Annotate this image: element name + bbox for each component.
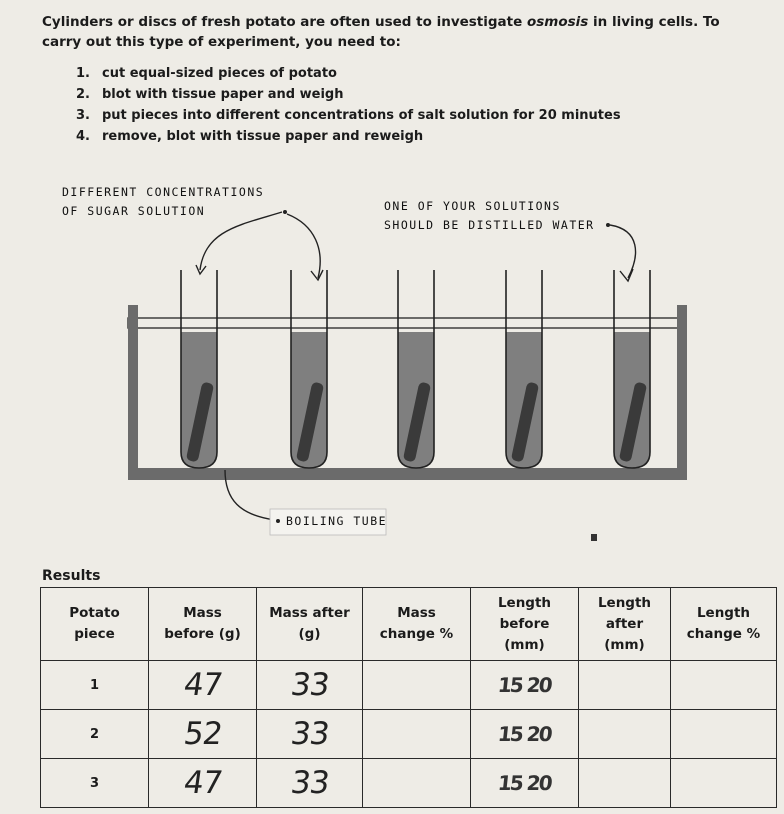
results-table <box>40 587 777 808</box>
tray-base <box>128 468 687 480</box>
boiling-tube-2 <box>291 270 327 468</box>
cell-mass-before[interactable] <box>149 710 257 759</box>
handwritten-value: 47 <box>181 765 224 801</box>
boiling-tube-1 <box>181 270 217 468</box>
method-steps <box>76 63 621 147</box>
cell-mass-before[interactable] <box>149 661 257 710</box>
cell-length-after[interactable] <box>579 759 671 808</box>
header-length-after: Length after (mm) <box>579 588 671 661</box>
step-item <box>76 126 621 147</box>
label-concentrations-line2: OF SUGAR SOLUTION <box>62 204 206 218</box>
step-number: 4. <box>76 129 90 144</box>
cell-mass-after[interactable] <box>257 710 363 759</box>
arrow-dot <box>283 210 287 214</box>
tray-water-line <box>128 318 686 328</box>
boiling-tube-dot <box>276 519 280 523</box>
cell-mass-change[interactable] <box>363 710 471 759</box>
header-mass-change: Mass change % <box>363 588 471 661</box>
boiling-tube-4 <box>506 270 542 468</box>
intro-paragraph <box>42 12 732 52</box>
handwritten-value: 52 <box>181 716 224 752</box>
step-item <box>76 63 621 84</box>
step-number: 1. <box>76 66 90 81</box>
cell-mass-change[interactable] <box>363 661 471 710</box>
cell-mass-change[interactable] <box>363 759 471 808</box>
header-potato-piece: Potato piece <box>41 588 149 661</box>
header-length-change: Length change % <box>671 588 777 661</box>
boiling-tube-5 <box>614 270 650 468</box>
arrow-to-tube-1 <box>200 212 282 270</box>
label-distilled-line1: ONE OF YOUR SOLUTIONS <box>384 199 561 213</box>
cell-length-after[interactable] <box>579 661 671 710</box>
cell-length-after[interactable] <box>579 710 671 759</box>
cell-length-change[interactable] <box>671 661 777 710</box>
table-row <box>41 710 777 759</box>
intro-text-end: in living cells. To carry out this type of experiment, you need to: <box>42 14 720 50</box>
handwritten-value: 33 <box>288 765 331 801</box>
intro-text-start: Cylinders or discs of fresh potato are often used to investigate <box>42 14 527 30</box>
handwritten-value: 15 20 <box>496 673 553 697</box>
step-text: cut equal-sized pieces of potato <box>102 66 337 81</box>
table-row <box>41 759 777 808</box>
cell-length-before[interactable] <box>471 759 579 808</box>
boiling-tube-3 <box>398 270 434 468</box>
arrow-dot <box>606 223 610 227</box>
cell-mass-after[interactable] <box>257 759 363 808</box>
cell-length-change[interactable] <box>671 759 777 808</box>
intro-term-osmosis: osmosis <box>526 14 589 30</box>
results-title: Results <box>42 568 101 584</box>
step-number: 3. <box>76 108 90 123</box>
handwritten-value: 15 20 <box>496 771 553 795</box>
step-item <box>76 84 621 105</box>
label-distilled-line2: SHOULD BE DISTILLED WATER <box>384 218 595 232</box>
cell-length-change[interactable] <box>671 710 777 759</box>
arrow-head-2 <box>311 270 323 280</box>
step-number: 2. <box>76 87 90 102</box>
table-header-row <box>41 588 777 661</box>
handwritten-value: 33 <box>288 716 331 752</box>
cell-length-before[interactable] <box>471 710 579 759</box>
cell-mass-after[interactable] <box>257 661 363 710</box>
header-mass-before: Mass before (g) <box>149 588 257 661</box>
cell-piece: 3 <box>41 759 149 808</box>
tray-left-wall <box>128 305 138 477</box>
header-mass-after: Mass after (g) <box>257 588 363 661</box>
handwritten-value: 47 <box>181 667 224 703</box>
header-length-before: Length before (mm) <box>471 588 579 661</box>
label-boiling-tube: BOILING TUBE <box>286 514 388 528</box>
step-item <box>76 105 621 126</box>
cell-mass-before[interactable] <box>149 759 257 808</box>
tray-right-wall <box>677 305 687 477</box>
arrow-to-tube-2 <box>287 214 320 278</box>
table-row <box>41 661 777 710</box>
cell-length-before[interactable] <box>471 661 579 710</box>
handwritten-value: 33 <box>288 667 331 703</box>
apparatus-diagram <box>0 170 784 540</box>
page-mark <box>591 534 597 541</box>
step-text: blot with tissue paper and weigh <box>102 87 344 102</box>
cell-piece: 1 <box>41 661 149 710</box>
label-concentrations-line1: DIFFERENT CONCENTRATIONS <box>62 185 265 199</box>
step-text: put pieces into different concentrations of salt solution for 20 minutes <box>102 108 621 123</box>
cell-piece: 2 <box>41 710 149 759</box>
handwritten-value: 15 20 <box>496 722 553 746</box>
step-text: remove, blot with tissue paper and reweigh <box>102 129 424 144</box>
